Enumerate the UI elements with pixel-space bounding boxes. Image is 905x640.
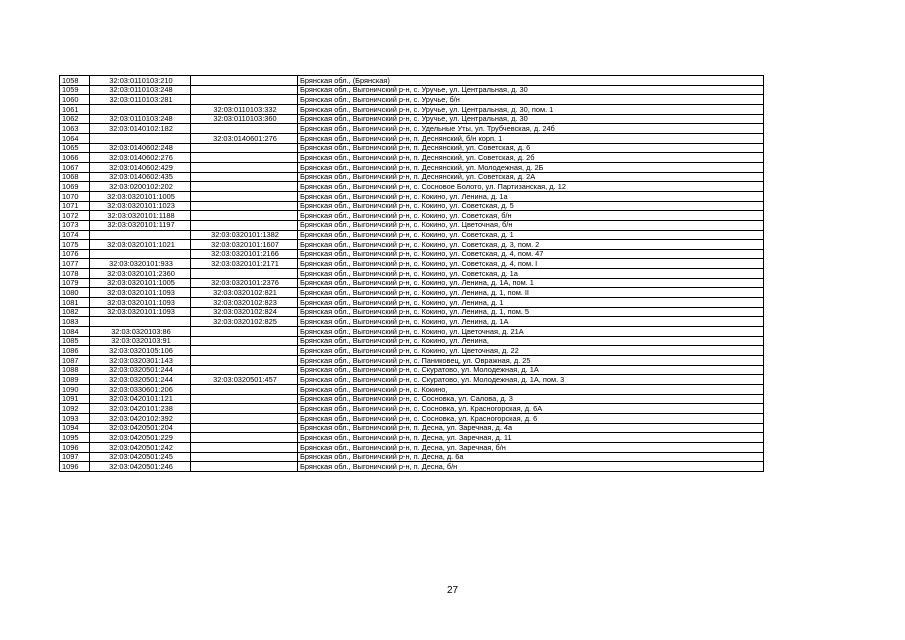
row-number-cell: 1082 <box>60 307 90 317</box>
row-number-cell: 1085 <box>60 336 90 346</box>
cadastral-number-cell: 32:03:0320101:1188 <box>90 211 191 221</box>
secondary-cadastral-number-cell <box>191 220 298 230</box>
table-row <box>60 288 764 298</box>
secondary-cadastral-number-cell: 32:03:0320101:1382 <box>191 230 298 240</box>
cadastral-number-cell: 32:03:0140602:248 <box>90 143 191 153</box>
cadastral-number-cell <box>90 249 191 259</box>
address-cell: Брянская обл., Выгоничский р-н, п. Десна, ул. Заречная, б/н <box>298 442 764 452</box>
table-row <box>60 327 764 337</box>
secondary-cadastral-number-cell <box>191 442 298 452</box>
table-row <box>60 336 764 346</box>
secondary-cadastral-number-cell <box>191 385 298 395</box>
table-row <box>60 104 764 114</box>
table-row <box>60 442 764 452</box>
row-number-cell: 1060 <box>60 95 90 105</box>
row-number-cell: 1077 <box>60 259 90 269</box>
address-cell: Брянская обл., Выгоничский р-н, п. Деснянский, ул. Советская, д. 6 <box>298 143 764 153</box>
table-row <box>60 404 764 414</box>
table-row <box>60 356 764 366</box>
cadastral-number-cell: 32:03:0110103:210 <box>90 76 191 86</box>
cadastral-number-cell: 32:03:0140602:276 <box>90 153 191 163</box>
address-cell: Брянская обл., (Брянская) <box>298 76 764 86</box>
row-number-cell: 1084 <box>60 327 90 337</box>
secondary-cadastral-number-cell: 32:03:0140601:276 <box>191 133 298 143</box>
table-row <box>60 462 764 472</box>
cadastral-number-cell: 32:03:0140102:182 <box>90 124 191 134</box>
table-row <box>60 153 764 163</box>
secondary-cadastral-number-cell <box>191 95 298 105</box>
property-register-table <box>59 75 764 472</box>
row-number-cell: 1081 <box>60 298 90 308</box>
row-number-cell: 1093 <box>60 413 90 423</box>
table-row <box>60 413 764 423</box>
cadastral-number-cell: 32:03:0200102:202 <box>90 182 191 192</box>
address-cell: Брянская обл., Выгоничский р-н, с. Уручье, ул. Центральная, д. 30 <box>298 85 764 95</box>
row-number-cell: 1072 <box>60 211 90 221</box>
table-row <box>60 143 764 153</box>
cadastral-number-cell: 32:03:0420101:121 <box>90 394 191 404</box>
table-row <box>60 317 764 327</box>
address-cell: Брянская обл., Выгоничский р-н, с. Скуратово, ул. Молодежная, д. 1А <box>298 365 764 375</box>
table-row <box>60 249 764 259</box>
table-row <box>60 162 764 172</box>
secondary-cadastral-number-cell <box>191 356 298 366</box>
secondary-cadastral-number-cell <box>191 336 298 346</box>
cadastral-number-cell: 32:03:0110103:281 <box>90 95 191 105</box>
row-number-cell: 1091 <box>60 394 90 404</box>
address-cell: Брянская обл., Выгоничский р-н, с. Кокино, <box>298 385 764 395</box>
row-number-cell: 1059 <box>60 85 90 95</box>
cadastral-number-cell: 32:03:0320103:91 <box>90 336 191 346</box>
row-number-cell: 1063 <box>60 124 90 134</box>
row-number-cell: 1074 <box>60 230 90 240</box>
table-row <box>60 433 764 443</box>
address-cell: Брянская обл., Выгоничский р-н, с. Кокино, ул. Ленина, д. 1А, пом. 1 <box>298 278 764 288</box>
cadastral-number-cell: 32:03:0320103:86 <box>90 327 191 337</box>
row-number-cell: 1087 <box>60 356 90 366</box>
address-cell: Брянская обл., Выгоничский р-н, с. Удельные Уты, ул. Трубчевская, д. 24б <box>298 124 764 134</box>
row-number-cell: 1071 <box>60 201 90 211</box>
secondary-cadastral-number-cell <box>191 76 298 86</box>
cadastral-number-cell: 32:03:0320101:1005 <box>90 278 191 288</box>
address-cell: Брянская обл., Выгоничский р-н, с. Кокино, ул. Цветочная, д. 21А <box>298 327 764 337</box>
row-number-cell: 1088 <box>60 365 90 375</box>
cadastral-number-cell: 32:03:0320101:1023 <box>90 201 191 211</box>
secondary-cadastral-number-cell <box>191 413 298 423</box>
row-number-cell: 1083 <box>60 317 90 327</box>
address-cell: Брянская обл., Выгоничский р-н, с. Сосновое Болото, ул. Партизанская, д. 12 <box>298 182 764 192</box>
table-row <box>60 201 764 211</box>
secondary-cadastral-number-cell: 32:03:0320101:1607 <box>191 240 298 250</box>
cadastral-number-cell: 32:03:0320101:933 <box>90 259 191 269</box>
row-number-cell: 1079 <box>60 278 90 288</box>
cadastral-number-cell: 32:03:0420501:229 <box>90 433 191 443</box>
address-cell: Брянская обл., Выгоничский р-н, п. Деснянский, б/н корп. 1 <box>298 133 764 143</box>
table-row <box>60 240 764 250</box>
row-number-cell: 1092 <box>60 404 90 414</box>
table-row <box>60 114 764 124</box>
address-cell: Брянская обл., Выгоничский р-н, с. Уручье, ул. Центральная, д. 30 <box>298 114 764 124</box>
table-row <box>60 124 764 134</box>
secondary-cadastral-number-cell <box>191 201 298 211</box>
row-number-cell: 1069 <box>60 182 90 192</box>
secondary-cadastral-number-cell: 32:03:0320101:2171 <box>191 259 298 269</box>
secondary-cadastral-number-cell <box>191 153 298 163</box>
row-number-cell: 1061 <box>60 104 90 114</box>
row-number-cell: 1076 <box>60 249 90 259</box>
cadastral-number-cell: 32:03:0320105:106 <box>90 346 191 356</box>
row-number-cell: 1094 <box>60 423 90 433</box>
address-cell: Брянская обл., Выгоничский р-н, с. Кокино, ул. Ленина, д. 1 <box>298 298 764 308</box>
cadastral-number-cell: 32:03:0320101:1093 <box>90 288 191 298</box>
secondary-cadastral-number-cell <box>191 85 298 95</box>
cadastral-number-cell: 32:03:0140602:429 <box>90 162 191 172</box>
cadastral-number-cell: 32:03:0320101:1021 <box>90 240 191 250</box>
address-cell: Брянская обл., Выгоничский р-н, п. Деснянский, ул. Советская, д. 2б <box>298 153 764 163</box>
secondary-cadastral-number-cell: 32:03:0320102:824 <box>191 307 298 317</box>
cadastral-number-cell: 32:03:0320301:143 <box>90 356 191 366</box>
row-number-cell: 1073 <box>60 220 90 230</box>
secondary-cadastral-number-cell <box>191 462 298 472</box>
table-row <box>60 385 764 395</box>
secondary-cadastral-number-cell <box>191 191 298 201</box>
address-cell: Брянская обл., Выгоничский р-н, с. Кокино, ул. Ленина, д. 1А <box>298 317 764 327</box>
table-row <box>60 191 764 201</box>
table-row <box>60 76 764 86</box>
secondary-cadastral-number-cell <box>191 365 298 375</box>
row-number-cell: 1095 <box>60 433 90 443</box>
secondary-cadastral-number-cell: 32:03:0320102:821 <box>191 288 298 298</box>
secondary-cadastral-number-cell <box>191 394 298 404</box>
table-row <box>60 269 764 279</box>
secondary-cadastral-number-cell <box>191 124 298 134</box>
table-row <box>60 220 764 230</box>
cadastral-number-cell: 32:03:0420501:204 <box>90 423 191 433</box>
address-cell: Брянская обл., Выгоничский р-н, с. Уручье, б/н <box>298 95 764 105</box>
table-row <box>60 298 764 308</box>
cadastral-number-cell: 32:03:0420501:245 <box>90 452 191 462</box>
address-cell: Брянская обл., Выгоничский р-н, с. Сосновка, ул. Красногорская, д. 6 <box>298 413 764 423</box>
address-cell: Брянская обл., Выгоничский р-н, п. Десна, б/н <box>298 462 764 472</box>
address-cell: Брянская обл., Выгоничский р-н, п. Деснянский, ул. Молодежная, д. 2Б <box>298 162 764 172</box>
cadastral-number-cell: 32:03:0420102:392 <box>90 413 191 423</box>
cadastral-number-cell <box>90 133 191 143</box>
address-cell: Брянская обл., Выгоничский р-н, с. Кокино, ул. Советская, б/н <box>298 211 764 221</box>
secondary-cadastral-number-cell <box>191 211 298 221</box>
address-cell: Брянская обл., Выгоничский р-н, с. Кокино, ул. Советская, д. 5 <box>298 201 764 211</box>
register-table-body <box>60 76 764 472</box>
secondary-cadastral-number-cell: 32:03:0110103:360 <box>191 114 298 124</box>
cadastral-number-cell: 32:03:0320101:1093 <box>90 298 191 308</box>
cadastral-number-cell: 32:03:0140602:435 <box>90 172 191 182</box>
address-cell: Брянская обл., Выгоничский р-н, с. Сосновка, ул. Красногорская, д. 6А <box>298 404 764 414</box>
cadastral-number-cell: 32:03:0320501:244 <box>90 365 191 375</box>
cadastral-number-cell <box>90 230 191 240</box>
row-number-cell: 1089 <box>60 375 90 385</box>
cadastral-number-cell: 32:03:0330601:206 <box>90 385 191 395</box>
row-number-cell: 1067 <box>60 162 90 172</box>
table-row <box>60 230 764 240</box>
table-row <box>60 95 764 105</box>
secondary-cadastral-number-cell: 32:03:0320102:823 <box>191 298 298 308</box>
cadastral-number-cell: 32:03:0420501:246 <box>90 462 191 472</box>
row-number-cell: 1096 <box>60 462 90 472</box>
secondary-cadastral-number-cell: 32:03:0320101:2166 <box>191 249 298 259</box>
secondary-cadastral-number-cell <box>191 346 298 356</box>
row-number-cell: 1066 <box>60 153 90 163</box>
row-number-cell: 1096 <box>60 442 90 452</box>
secondary-cadastral-number-cell: 32:03:0320102:825 <box>191 317 298 327</box>
cadastral-number-cell: 32:03:0110103:248 <box>90 114 191 124</box>
row-number-cell: 1086 <box>60 346 90 356</box>
address-cell: Брянская обл., Выгоничский р-н, с. Кокино, ул. Советская, д. 3, пом. 2 <box>298 240 764 250</box>
address-cell: Брянская обл., Выгоничский р-н, с. Кокино, ул. Советская, д. 1 <box>298 230 764 240</box>
table-row <box>60 133 764 143</box>
table-row <box>60 423 764 433</box>
table-row <box>60 365 764 375</box>
cadastral-number-cell: 32:03:0420101:238 <box>90 404 191 414</box>
secondary-cadastral-number-cell: 32:03:0320101:2376 <box>191 278 298 288</box>
address-cell: Брянская обл., Выгоничский р-н, п. Десна, д. 6а <box>298 452 764 462</box>
secondary-cadastral-number-cell <box>191 182 298 192</box>
secondary-cadastral-number-cell <box>191 162 298 172</box>
cadastral-number-cell: 32:03:0320101:2360 <box>90 269 191 279</box>
address-cell: Брянская обл., Выгоничский р-н, п. Деснянский, ул. Советская, д. 2А <box>298 172 764 182</box>
cadastral-number-cell <box>90 104 191 114</box>
cadastral-number-cell: 32:03:0420501:242 <box>90 442 191 452</box>
table-row <box>60 278 764 288</box>
address-cell: Брянская обл., Выгоничский р-н, с. Кокино, ул. Цветочная, д. 22 <box>298 346 764 356</box>
table-row <box>60 375 764 385</box>
secondary-cadastral-number-cell: 32:03:0110103:332 <box>191 104 298 114</box>
page-number: 27 <box>446 585 459 596</box>
address-cell: Брянская обл., Выгоничский р-н, с. Скуратово, ул. Молодежная, д. 1А, пом. 3 <box>298 375 764 385</box>
row-number-cell: 1068 <box>60 172 90 182</box>
secondary-cadastral-number-cell <box>191 423 298 433</box>
secondary-cadastral-number-cell <box>191 172 298 182</box>
address-cell: Брянская обл., Выгоничский р-н, с. Кокино, ул. Ленина, д. 1, пом. II <box>298 288 764 298</box>
address-cell: Брянская обл., Выгоничский р-н, с. Сосновка, ул. Салова, д. 3 <box>298 394 764 404</box>
table-row <box>60 346 764 356</box>
row-number-cell: 1065 <box>60 143 90 153</box>
address-cell: Брянская обл., Выгоничский р-н, с. Паниковец, ул. Овражная, д. 25 <box>298 356 764 366</box>
table-row <box>60 452 764 462</box>
address-cell: Брянская обл., Выгоничский р-н, п. Десна, ул. Заречная, д. 4а <box>298 423 764 433</box>
row-number-cell: 1075 <box>60 240 90 250</box>
address-cell: Брянская обл., Выгоничский р-н, п. Десна, ул. Заречная, д. 11 <box>298 433 764 443</box>
row-number-cell: 1080 <box>60 288 90 298</box>
cadastral-number-cell: 32:03:0320101:1093 <box>90 307 191 317</box>
address-cell: Брянская обл., Выгоничский р-н, с. Уручье, ул. Центральная, д. 30, пом. 1 <box>298 104 764 114</box>
table-row <box>60 394 764 404</box>
row-number-cell: 1078 <box>60 269 90 279</box>
row-number-cell: 1097 <box>60 452 90 462</box>
row-number-cell: 1062 <box>60 114 90 124</box>
table-row <box>60 172 764 182</box>
row-number-cell: 1090 <box>60 385 90 395</box>
row-number-cell: 1070 <box>60 191 90 201</box>
secondary-cadastral-number-cell: 32:03:0320501:457 <box>191 375 298 385</box>
address-cell: Брянская обл., Выгоничский р-н, с. Кокино, ул. Ленина, д. 1а <box>298 191 764 201</box>
cadastral-number-cell: 32:03:0320501:244 <box>90 375 191 385</box>
address-cell: Брянская обл., Выгоничский р-н, с. Кокино, ул. Ленина, д. 1, пом. 5 <box>298 307 764 317</box>
address-cell: Брянская обл., Выгоничский р-н, с. Кокино, ул. Советская, д. 4, пом. I <box>298 259 764 269</box>
address-cell: Брянская обл., Выгоничский р-н, с. Кокино, ул. Цветочная, б/н <box>298 220 764 230</box>
table-row <box>60 211 764 221</box>
address-cell: Брянская обл., Выгоничский р-н, с. Кокино, ул. Ленина, <box>298 336 764 346</box>
table-row <box>60 259 764 269</box>
cadastral-number-cell <box>90 317 191 327</box>
secondary-cadastral-number-cell <box>191 143 298 153</box>
secondary-cadastral-number-cell <box>191 269 298 279</box>
cadastral-number-cell: 32:03:0110103:248 <box>90 85 191 95</box>
secondary-cadastral-number-cell <box>191 404 298 414</box>
cadastral-number-cell: 32:03:0320101:1197 <box>90 220 191 230</box>
table-row <box>60 85 764 95</box>
row-number-cell: 1058 <box>60 76 90 86</box>
table-row <box>60 182 764 192</box>
row-number-cell: 1064 <box>60 133 90 143</box>
secondary-cadastral-number-cell <box>191 433 298 443</box>
secondary-cadastral-number-cell <box>191 327 298 337</box>
address-cell: Брянская обл., Выгоничский р-н, с. Кокино, ул. Советская, д. 4, пом. 47 <box>298 249 764 259</box>
secondary-cadastral-number-cell <box>191 452 298 462</box>
table-row <box>60 307 764 317</box>
cadastral-number-cell: 32:03:0320101:1005 <box>90 191 191 201</box>
address-cell: Брянская обл., Выгоничский р-н, с. Кокино, ул. Советская, д. 1а <box>298 269 764 279</box>
